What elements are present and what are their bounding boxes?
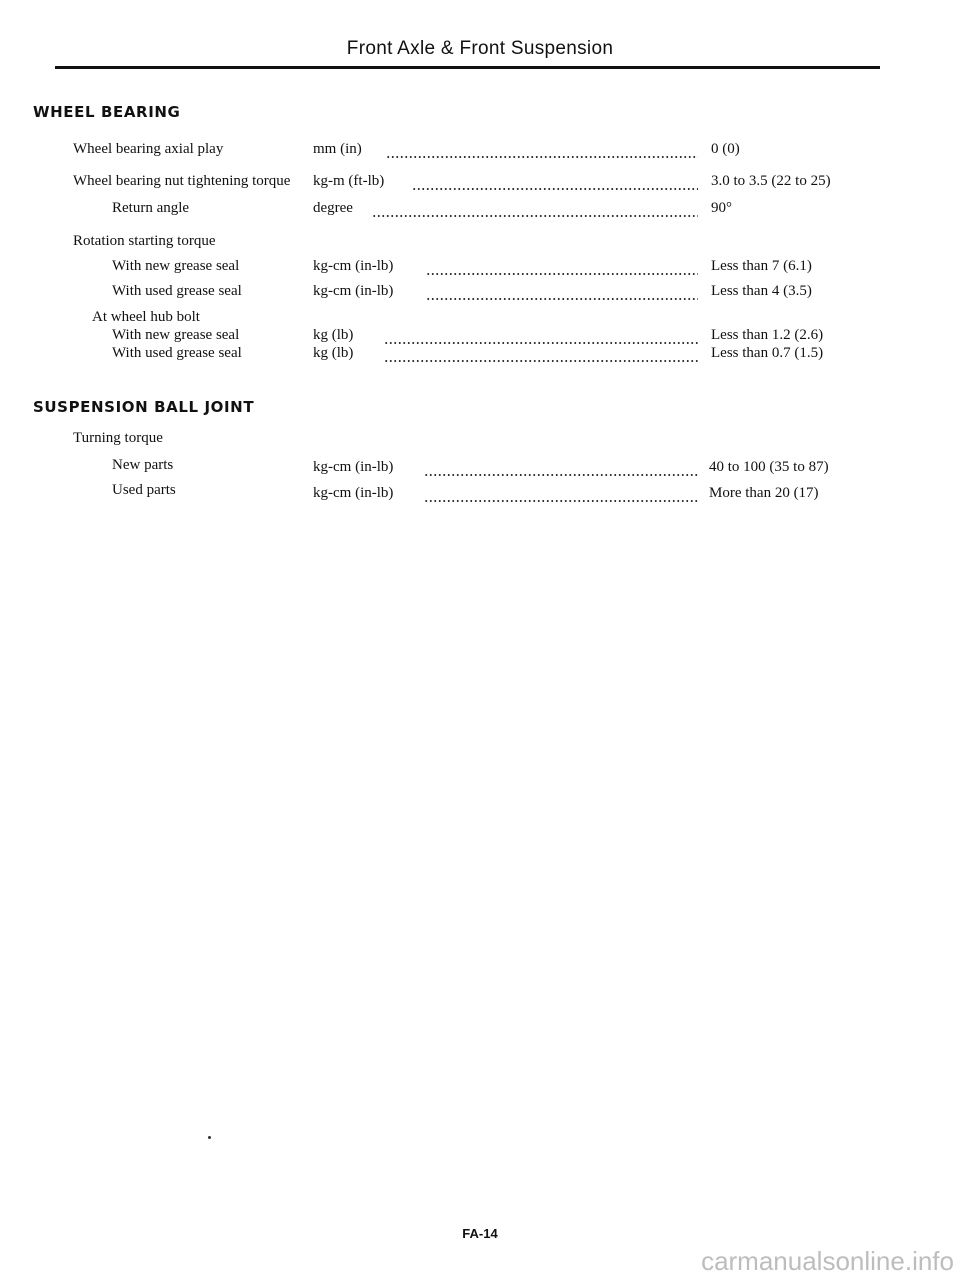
section-heading-wheel-bearing: WHEEL BEARING <box>33 103 181 121</box>
spec-value: More than 20 (17) <box>709 485 819 501</box>
spec-value: 3.0 to 3.5 (22 to 25) <box>711 173 831 189</box>
dot-leader <box>384 333 698 345</box>
spec-value: 90° <box>711 200 732 216</box>
spec-value: Less than 7 (6.1) <box>711 258 812 274</box>
spec-unit: mm (in) <box>313 141 362 157</box>
spec-value: Less than 4 (3.5) <box>711 283 812 299</box>
spec-unit: kg-m (ft-lb) <box>313 173 385 189</box>
dot-leader <box>426 264 698 276</box>
spec-label: Used parts <box>112 482 176 498</box>
spec-unit: kg-cm (in-lb) <box>313 459 394 475</box>
spec-label: Turning torque <box>73 430 163 446</box>
page-number: FA-14 <box>462 1226 498 1241</box>
spec-label: With new grease seal <box>112 258 240 274</box>
spec-label: Wheel bearing nut tightening torque <box>73 173 291 189</box>
header-rule <box>55 66 880 69</box>
dot-leader <box>412 179 698 191</box>
dot-leader <box>384 351 698 363</box>
dot-leader <box>424 491 698 503</box>
spec-value: 40 to 100 (35 to 87) <box>709 459 829 475</box>
spec-label: With used grease seal <box>112 283 242 299</box>
spec-unit: kg-cm (in-lb) <box>313 258 394 274</box>
spec-value: Less than 0.7 (1.5) <box>711 345 824 361</box>
spec-label: With new grease seal <box>112 327 240 343</box>
dot-leader <box>424 465 698 477</box>
spec-unit: kg (lb) <box>313 345 354 361</box>
watermark: carmanualsonline.info <box>701 1246 954 1276</box>
spec-value: Less than 1.2 (2.6) <box>711 327 824 343</box>
spec-label: New parts <box>112 457 174 473</box>
print-speck <box>208 1136 211 1139</box>
spec-label: Return angle <box>112 200 190 216</box>
spec-unit: kg-cm (in-lb) <box>313 283 394 299</box>
spec-unit: kg-cm (in-lb) <box>313 485 394 501</box>
spec-unit: kg (lb) <box>313 327 354 343</box>
spec-unit: degree <box>313 200 353 216</box>
dot-leader <box>386 147 698 159</box>
spec-label: With used grease seal <box>112 345 242 361</box>
spec-label: Rotation starting torque <box>73 233 216 249</box>
dot-leader <box>372 206 698 218</box>
section-heading-suspension-ball-joint: SUSPENSION BALL JOINT <box>33 398 255 416</box>
spec-value: 0 (0) <box>711 141 740 157</box>
spec-label: At wheel hub bolt <box>92 309 200 325</box>
spec-label: Wheel bearing axial play <box>73 141 224 157</box>
dot-leader <box>426 289 698 301</box>
page-title: Front Axle & Front Suspension <box>346 38 614 59</box>
